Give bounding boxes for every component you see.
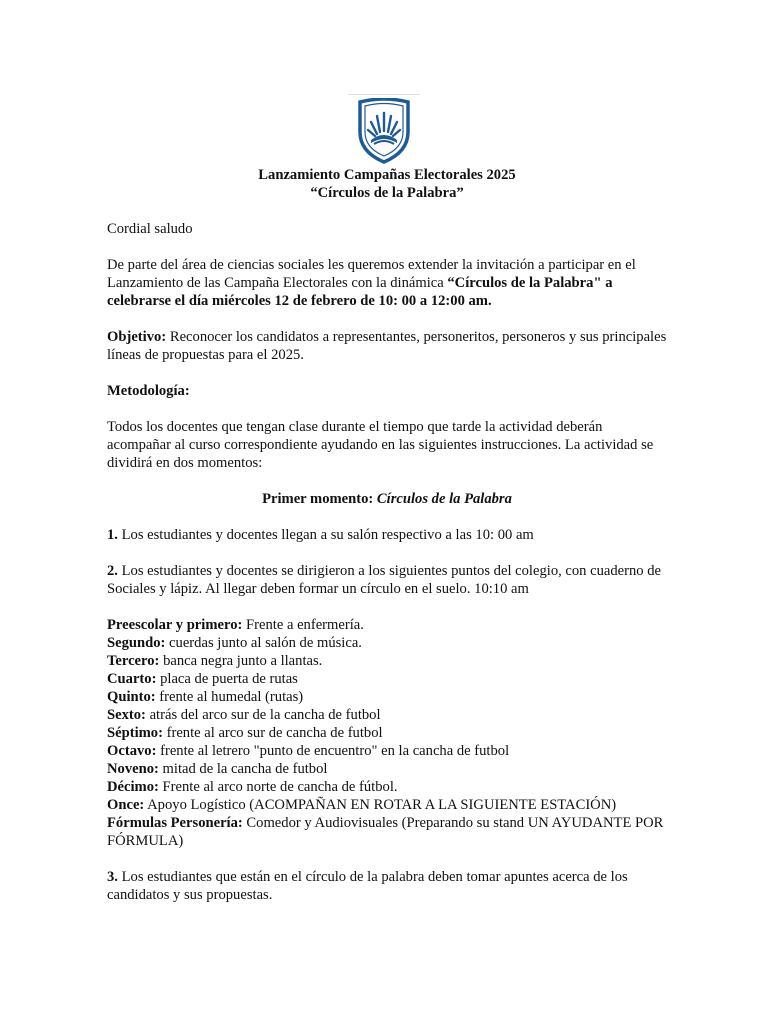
location-item: Quinto: frente al humedal (rutas) <box>107 689 304 705</box>
objective-label: Objetivo: <box>107 329 167 345</box>
greeting: Cordial saludo <box>107 221 193 237</box>
location-item: Tercero: banca negra junto a llantas. <box>107 653 323 669</box>
first-moment-label: Primer momento: <box>262 491 377 507</box>
location-item: Octavo: frente al letrero "punto de encuentro" en la cancha de futbol <box>107 743 510 759</box>
location-item: Décimo: Frente al arco norte de cancha de fútbol. <box>107 779 398 795</box>
location-item: Sexto: atrás del arco sur de la cancha de futbol <box>107 707 381 723</box>
document-body <box>107 166 667 904</box>
location-item: Segundo: cuerdas junto al salón de música. <box>107 635 362 651</box>
locations-list <box>107 616 667 850</box>
location-item: Séptimo: frente al arco sur de cancha de futbol <box>107 725 383 741</box>
header-rule <box>348 94 420 95</box>
step-3: 3. Los estudiantes que están en el círculo de la palabra deben tomar apuntes acerca de los candidatos y sus propuestas. <box>107 869 628 903</box>
intro-paragraph <box>107 256 667 310</box>
first-moment-heading <box>107 490 667 508</box>
location-item: Preescolar y primero: Frente a enfermería. <box>107 617 364 633</box>
location-item: Noveno: mitad de la cancha de futbol <box>107 761 328 777</box>
school-shield-logo <box>356 98 412 164</box>
title-line-1: Lanzamiento Campañas Electorales 2025 <box>258 167 516 183</box>
methodology-text: Todos los docentes que tengan clase durante el tiempo que tarde la actividad deberán acompañar al curso correspondiente ayudando en las siguientes instrucciones. La actividad se dividirá en dos momentos: <box>107 419 654 471</box>
title-line-2: “Círculos de la Palabra” <box>310 185 464 201</box>
first-moment-italic: Círculos de la Palabra <box>376 491 512 507</box>
objective-text: Reconocer los candidatos a representantes, personeritos, personeros y sus principales líneas de propuestas para el 2025. <box>107 329 667 363</box>
intro-bold: “Círculos de la Palabra" a celebrarse el día miércoles 12 de febrero de 10: 00 a 12:00 am. <box>107 275 613 309</box>
location-item: Once: Apoyo Logístico (ACOMPAÑAN EN ROTAR A LA SIGUIENTE ESTACIÓN) <box>107 797 617 813</box>
methodology-heading: Metodología: <box>107 383 190 399</box>
objective-paragraph <box>107 328 667 364</box>
location-item: Cuarto: placa de puerta de rutas <box>107 671 298 687</box>
step-2: 2. Los estudiantes y docentes se dirigieron a los siguientes puntos del colegio, con cuaderno de Sociales y lápiz. Al llegar deben formar un círculo en el suelo. 10:10 am <box>107 563 662 597</box>
intro-text: De parte del área de ciencias sociales les queremos extender la invitación a participar en el Lanzamiento de las Campaña Electorales con la dinámica <box>107 257 636 291</box>
step-1: 1. Los estudiantes y docentes llegan a su salón respectivo a las 10: 00 am <box>107 527 534 543</box>
location-item: Fórmulas Personería: Comedor y Audiovisuales (Preparando su stand UN AYUDANTE POR FÓRMULA) <box>107 815 664 849</box>
